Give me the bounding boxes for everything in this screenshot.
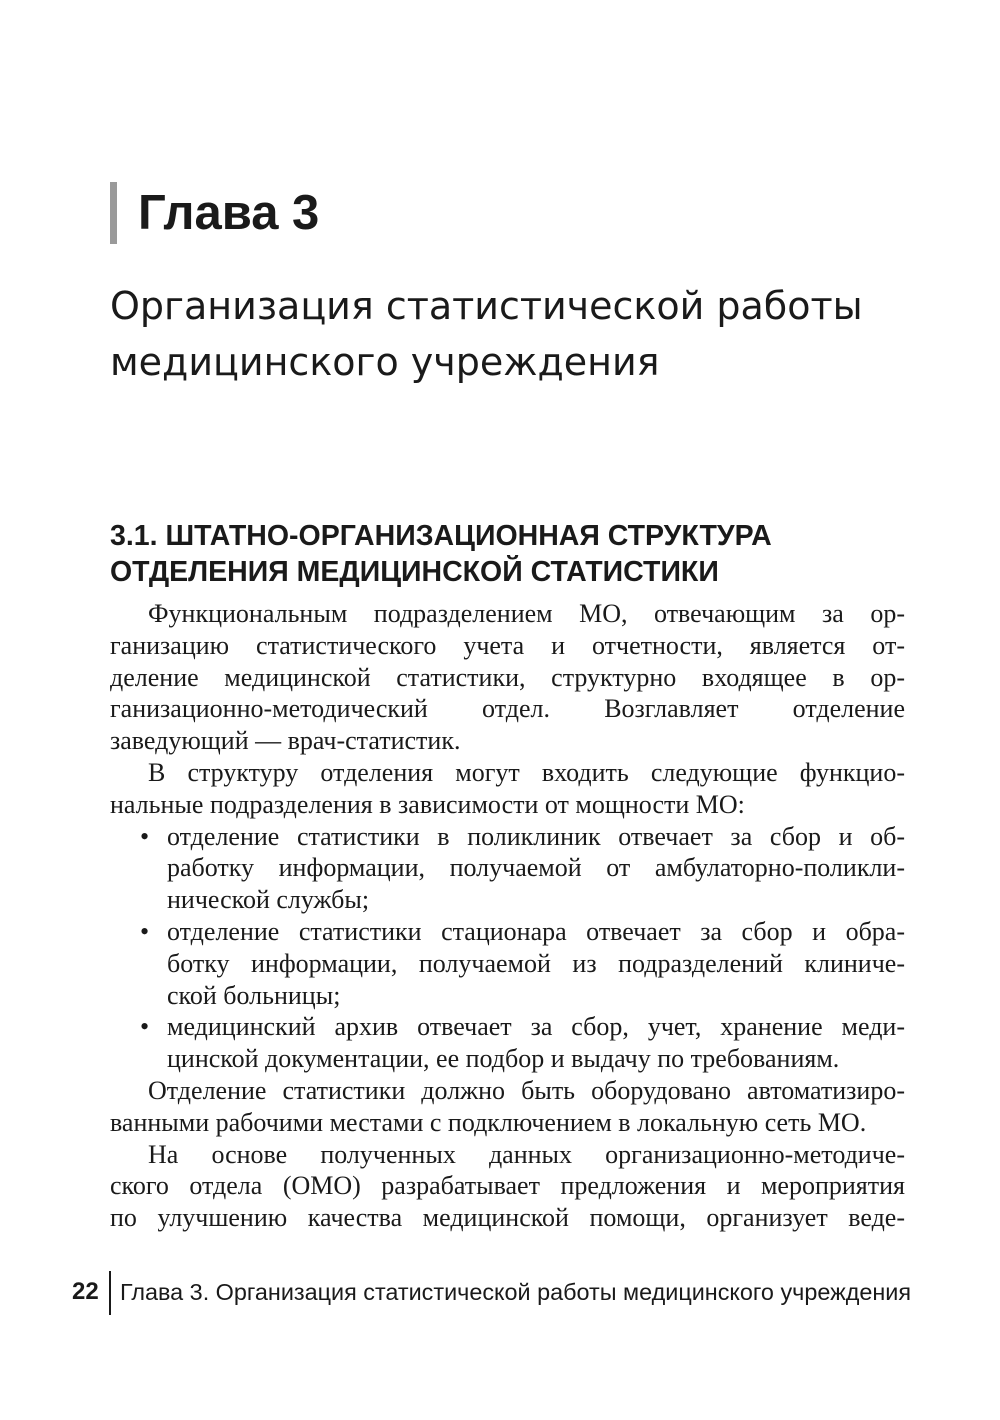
chapter-label: Глава 3 bbox=[138, 186, 320, 240]
paragraph bbox=[110, 598, 905, 757]
chapter-title-line: Организация статистической работы bbox=[110, 284, 863, 328]
text-line: ганизацию статистического учета и отчетности, является от- bbox=[110, 630, 905, 660]
text-line: деление медицинской статистики, структурно входящее в ор- bbox=[110, 662, 905, 692]
text-line: по улучшению качества медицинской помощи, организует веде- bbox=[110, 1203, 905, 1233]
page-footer bbox=[72, 1271, 932, 1315]
text-line: В структуру отделения могут входить следующие функцио- bbox=[148, 757, 905, 787]
text-line: Отделение статистики должно быть оборудовано автоматизиро- bbox=[148, 1075, 905, 1105]
page-number: 22 bbox=[72, 1278, 99, 1305]
text-line: цинской документации, ее подбор и выдачу по требованиям. bbox=[167, 1044, 840, 1074]
chapter-title bbox=[110, 278, 910, 390]
text-line: работку информации, получаемой от амбулаторно-поликли- bbox=[167, 853, 905, 883]
paragraph bbox=[110, 1075, 905, 1139]
text-line: ботку информации, получаемой из подразделений клиниче- bbox=[167, 948, 905, 978]
text-line: заведующий — врач-статистик. bbox=[110, 726, 461, 756]
bullet-list bbox=[110, 821, 905, 1075]
section-heading-line: 3.1. ШТАТНО-ОРГАНИЗАЦИОННАЯ СТРУКТУРА bbox=[110, 520, 772, 552]
bullet-marker: • bbox=[140, 1012, 150, 1042]
text-line: ской больницы; bbox=[167, 980, 341, 1010]
text-line: ского отдела (ОМО) разрабатывает предложения и мероприятия bbox=[110, 1171, 905, 1201]
text-line: нической службы; bbox=[167, 885, 370, 915]
paragraph bbox=[110, 757, 905, 821]
text-line bbox=[110, 1011, 905, 1043]
list-item-text: отделение статистики стационара отвечает за сбор и обра- bbox=[167, 916, 905, 946]
list-item bbox=[110, 821, 905, 916]
running-head: Глава 3. Организация статистической работы медицинского учреждения bbox=[120, 1279, 912, 1305]
bullet-marker: • bbox=[140, 821, 150, 851]
list-item bbox=[110, 1011, 905, 1075]
bullet-marker: • bbox=[140, 916, 150, 946]
text-line: Функциональным подразделением МО, отвечающим за ор- bbox=[148, 599, 905, 628]
text-line: ванными рабочими местами с подключением в локальную сеть МО. bbox=[110, 1107, 867, 1137]
paragraph bbox=[110, 1139, 905, 1234]
list-item-text: отделение статистики в поликлиник отвечает за сбор и об- bbox=[167, 821, 905, 851]
body-text bbox=[110, 598, 905, 1234]
chapter-accent-bar bbox=[110, 182, 117, 244]
text-line: нальные подразделения в зависимости от мощности МО: bbox=[110, 789, 745, 819]
text-line: ганизационно-методический отдел. Возглавляет отделение bbox=[110, 694, 905, 724]
section-heading bbox=[110, 518, 900, 590]
text-line bbox=[110, 916, 905, 948]
section-heading-line: ОТДЕЛЕНИЯ МЕДИЦИНСКОЙ СТАТИСТИКИ bbox=[110, 556, 719, 588]
list-item-text: медицинский архив отвечает за сбор, учет, хранение меди- bbox=[167, 1012, 905, 1042]
chapter-title-line: медицинского учреждения bbox=[110, 340, 660, 384]
list-item bbox=[110, 916, 905, 1011]
text-line: На основе полученных данных организационно-методиче- bbox=[148, 1139, 905, 1169]
footer-divider bbox=[109, 1271, 111, 1315]
text-line bbox=[110, 821, 905, 853]
